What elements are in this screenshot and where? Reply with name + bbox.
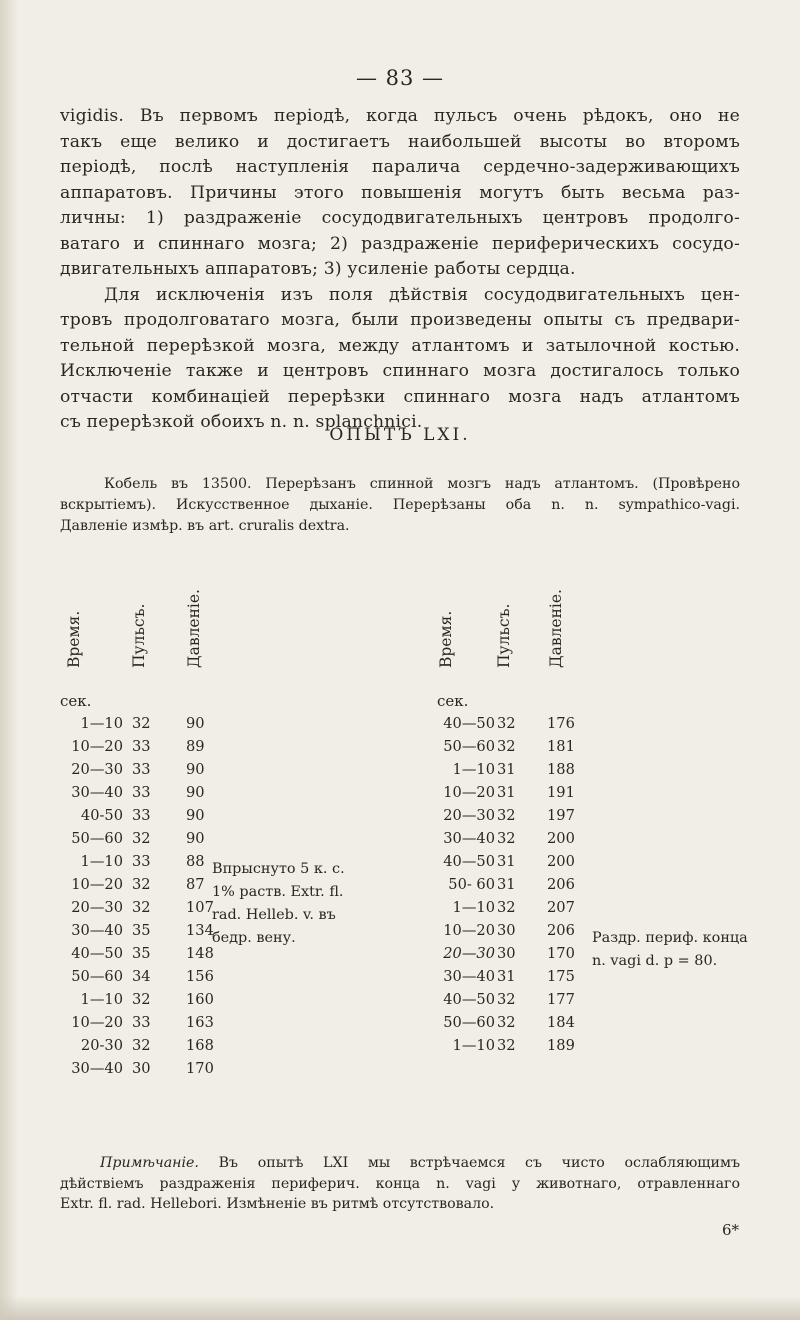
time-cell: 10—20 — [443, 784, 495, 801]
time-cell: 10—20 — [71, 738, 123, 755]
remark-line: Extr. fl. rad. Helleborі. Измѣненіе въ ритмѣ отсутствовало. — [60, 1196, 495, 1212]
time-cell: 10—20 — [443, 922, 495, 939]
col-header-time-left — [63, 556, 85, 686]
text-line: тровъ продолговатаго мозга, были произведены опыты съ предвари- — [60, 310, 740, 330]
pulse-cell: 30 — [132, 1060, 151, 1077]
time-cell: 30—40 — [443, 968, 495, 985]
time-cell: 1—10 — [80, 853, 123, 870]
pulse-cell: 31 — [497, 761, 516, 778]
pressure-cell: 188 — [547, 761, 575, 778]
pulse-cell: 32 — [132, 830, 151, 847]
pressure-cell: 170 — [547, 945, 575, 962]
time-cell: 50—60 — [71, 968, 123, 985]
remark-line — [60, 1153, 740, 1174]
paragraph-1 — [60, 104, 740, 283]
pressure-cell: 107 — [186, 899, 214, 916]
pressure-cell: 134 — [186, 922, 214, 939]
time-cell: 20—30 — [71, 761, 123, 778]
page-bottom-edge — [0, 1296, 800, 1320]
text-line: тельной перерѣзкой мозга, между атлантомъ и затылочной костью. — [60, 335, 740, 356]
time-cell: 1—10 — [452, 899, 495, 916]
text-line: личны: 1) раздраженіе сосудодвигательныхъ центровъ продолго- — [60, 208, 740, 228]
text-line: двигательныхъ аппаратовъ; 3) усиленіе работы сердца. — [60, 259, 576, 279]
col-header-label: Время. — [437, 610, 455, 668]
text-line: съ перерѣзкой обоихъ n. n. splanchnici. — [60, 412, 423, 432]
pulse-cell: 31 — [497, 853, 516, 870]
pulse-cell: 32 — [132, 1037, 151, 1054]
pressure-cell: 90 — [186, 761, 205, 778]
time-cell: 30—40 — [71, 1060, 123, 1077]
signature-mark: 6* — [722, 1221, 740, 1239]
remark-line: дѣйствіемъ раздраженія периферич. конца n. vagi у животнаго, отравленнаго — [60, 1175, 740, 1192]
time-cell: 50—60 — [71, 830, 123, 847]
time-cell: 30—40 — [71, 922, 123, 939]
time-cell: 40-50 — [80, 807, 123, 824]
pressure-cell: 177 — [547, 991, 575, 1008]
col-header-pressure-right — [545, 556, 567, 686]
pulse-cell: 32 — [497, 830, 516, 847]
col-header-label: Давленіе. — [185, 589, 203, 668]
pulse-cell: 32 — [497, 1014, 516, 1031]
pulse-cell: 32 — [497, 1037, 516, 1054]
pressure-cell: 181 — [547, 738, 575, 755]
time-cell: 20—30 — [443, 807, 495, 824]
pulse-cell: 32 — [497, 715, 516, 732]
text-line: Для исключенія изъ поля дѣйствія сосудодвигательныхъ цен- — [104, 284, 740, 305]
pressure-cell: 200 — [547, 853, 575, 870]
experiment-heading: ОПЫТЪ LXI. — [329, 425, 471, 445]
pressure-cell: 176 — [547, 715, 575, 732]
pressure-cell: 88 — [186, 853, 205, 870]
pressure-cell: 156 — [186, 968, 214, 985]
col-header-label: Время. — [65, 610, 83, 668]
text-line: періодѣ, послѣ наступленія паралича сердечно-задерживающихъ — [60, 157, 740, 177]
note-line: Раздр. периф. конца — [592, 930, 748, 946]
pressure-cell: 175 — [547, 968, 575, 985]
col-header-label: Пульсъ. — [130, 603, 148, 668]
page-number: — 83 — — [355, 66, 445, 90]
unit-label-right: сек. — [437, 692, 469, 710]
note-line: n. vagi d. p = 80. — [592, 953, 718, 969]
pressure-cell: 90 — [186, 830, 205, 847]
time-cell: 30—40 — [71, 784, 123, 801]
text-line: такъ еще велико и достигаетъ наибольшей высоты во второмъ — [60, 131, 740, 152]
pulse-cell: 33 — [132, 784, 151, 801]
note-line: Впрыснуто 5 к. с. — [212, 861, 345, 877]
pressure-cell: 87 — [186, 876, 205, 893]
pulse-cell: 30 — [497, 922, 516, 939]
pulse-cell: 33 — [132, 853, 151, 870]
time-cell: 40—50 — [443, 715, 495, 732]
pressure-cell: 90 — [186, 715, 205, 732]
pressure-cell: 90 — [186, 807, 205, 824]
pulse-cell: 33 — [132, 738, 151, 755]
experiment-intro — [60, 474, 740, 537]
pulse-cell: 33 — [132, 761, 151, 778]
col-header-time-right — [435, 556, 457, 686]
pulse-cell: 33 — [132, 807, 151, 824]
pulse-cell: 32 — [497, 738, 516, 755]
time-cell: 1—10 — [452, 1037, 495, 1054]
time-cell: 30—40 — [443, 830, 495, 847]
time-cell: 10—20 — [71, 1014, 123, 1031]
pulse-cell: 33 — [132, 1014, 151, 1031]
pulse-cell: 32 — [132, 876, 151, 893]
remark-text: Въ опытѣ LXI мы встрѣчаемся съ чисто ослабляющимъ — [218, 1155, 741, 1171]
paragraph-2 — [60, 283, 740, 436]
pressure-cell: 200 — [547, 830, 575, 847]
pressure-cell: 191 — [547, 784, 575, 801]
pulse-cell: 31 — [497, 968, 516, 985]
pressure-cell: 206 — [547, 922, 575, 939]
time-cell: 1—10 — [80, 991, 123, 1008]
pressure-cell: 168 — [186, 1037, 214, 1054]
col-header-pulse-right — [493, 556, 515, 686]
pressure-cell: 197 — [547, 807, 575, 824]
time-cell: 1—10 — [80, 715, 123, 732]
unit-label-left: сек. — [60, 692, 92, 710]
pressure-cell: 160 — [186, 991, 214, 1008]
pressure-cell: 90 — [186, 784, 205, 801]
note-line: rad. Helleb. v. въ — [212, 907, 336, 923]
time-cell: 50—60 — [443, 738, 495, 755]
text-line: vigidis. Въ первомъ періодѣ, когда пульсъ очень рѣдокъ, оно не — [60, 106, 740, 126]
time-cell: 40—50 — [443, 853, 495, 870]
remark — [60, 1153, 740, 1215]
pressure-cell: 189 — [547, 1037, 575, 1054]
pulse-cell: 31 — [497, 876, 516, 893]
intro-line: вскрытіемъ). Искусственное дыханіе. Перерѣзаны оба n. n. sympathico-vagi. — [60, 497, 740, 513]
pulse-cell: 32 — [497, 899, 516, 916]
time-cell: 40—50 — [71, 945, 123, 962]
intro-line: Кобель въ 13500. Перерѣзанъ спинной мозгъ надъ атлантомъ. (Провѣрено — [104, 476, 740, 492]
text-line: Исключеніе также и центровъ спиннаго мозга достигалось только — [60, 361, 740, 381]
text-line: аппаратовъ. Причины этого повышенія могутъ быть весьма раз- — [60, 182, 740, 203]
col-header-label: Давленіе. — [547, 589, 565, 668]
time-cell: 1—10 — [452, 761, 495, 778]
pressure-cell: 206 — [547, 876, 575, 893]
note-line: 1% раств. Extr. fl. — [212, 884, 344, 900]
pulse-cell: 35 — [132, 922, 151, 939]
col-header-pressure-left — [183, 556, 205, 686]
pulse-cell: 35 — [132, 945, 151, 962]
pressure-cell: 207 — [547, 899, 575, 916]
time-cell: 50—60 — [443, 1014, 495, 1031]
time-cell: 40—50 — [443, 991, 495, 1008]
pulse-cell: 32 — [132, 899, 151, 916]
time-cell: 20-30 — [80, 1037, 123, 1054]
pressure-cell: 184 — [547, 1014, 575, 1031]
pressure-cell: 163 — [186, 1014, 214, 1031]
col-header-pulse-left — [128, 556, 150, 686]
pulse-cell: 32 — [132, 715, 151, 732]
page-edge-shade — [0, 0, 18, 1320]
time-cell: 20—30 — [71, 899, 123, 916]
pulse-cell: 30 — [497, 945, 516, 962]
note-line: бедр. вену. — [212, 930, 296, 946]
remark-label: Примѣчаніе. — [100, 1155, 199, 1171]
text-line: ватаго и спиннаго мозга; 2) раздраженіе периферическихъ сосудо- — [60, 233, 740, 254]
pulse-cell: 34 — [132, 968, 151, 985]
body-text — [60, 104, 740, 436]
pulse-cell: 31 — [497, 784, 516, 801]
text-line: отчасти комбинаціей перерѣзки спиннаго мозга надъ атлантомъ — [60, 386, 740, 407]
time-cell: 20—30 — [443, 945, 495, 962]
pulse-cell: 32 — [497, 991, 516, 1008]
pulse-cell: 32 — [132, 991, 151, 1008]
col-header-label: Пульсъ. — [495, 603, 513, 668]
pressure-cell: 148 — [186, 945, 214, 962]
pressure-cell: 89 — [186, 738, 205, 755]
pulse-cell: 32 — [497, 807, 516, 824]
pressure-cell: 170 — [186, 1060, 214, 1077]
time-cell: 50- 60 — [448, 876, 495, 893]
time-cell: 10—20 — [71, 876, 123, 893]
intro-line: Давленіе измѣр. въ art. cruralis dextra. — [60, 518, 350, 534]
